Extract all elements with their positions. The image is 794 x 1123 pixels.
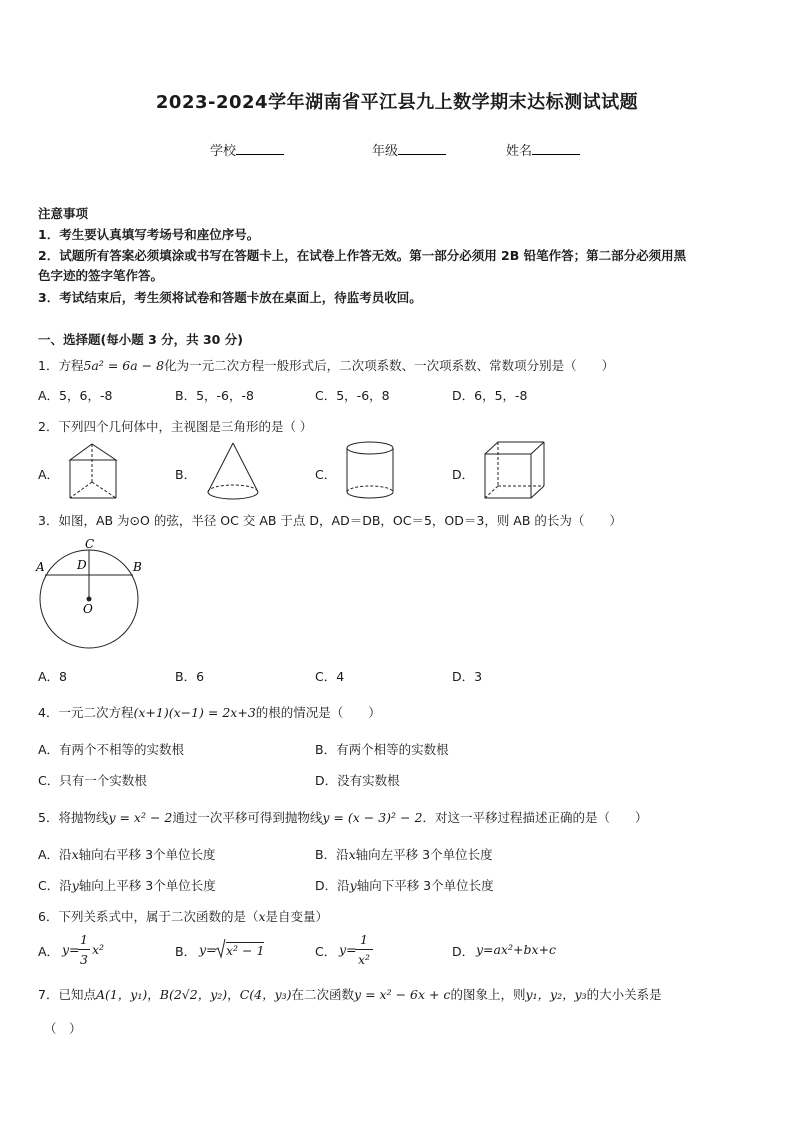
q5-option-b[interactable]: [315, 845, 493, 863]
label-d: D: [77, 558, 87, 572]
q7-separator-2: ，: [227, 987, 240, 1002]
notice-item: 2．试题所有答案必须填涂或书写在答题卡上，在试卷上作答无效。第一部分必须用 2B 铅笔作答；第二部分必须用黑: [38, 248, 687, 263]
q7-answer-blank[interactable]: （ ）: [44, 1021, 82, 1036]
school-blank[interactable]: [236, 142, 284, 155]
circle-chord-figure: [32, 532, 152, 660]
label-c: C: [85, 537, 95, 551]
q4-option-b[interactable]: B．有两个相等的实数根: [315, 742, 449, 757]
q1-option-c[interactable]: C．5，-6，8: [315, 388, 390, 403]
q6-option-d-label[interactable]: D．: [452, 944, 475, 959]
q6-option-c-lhs: y=: [339, 942, 357, 957]
q4-text-2: 的根的情况是（ ）: [255, 705, 381, 720]
q7-point-a: A(1，y₁): [95, 987, 148, 1002]
notice-item: 1．考生要认真填写考场号和座位序号。: [38, 227, 260, 242]
q5-option-c[interactable]: [38, 876, 216, 894]
q5-b-text: B．沿: [315, 847, 349, 862]
label-b: B: [133, 560, 142, 574]
school-label: 学校: [210, 144, 237, 159]
q2-option-b-label[interactable]: B．: [175, 467, 197, 482]
q6-option-b-radicand: x² − 1: [226, 943, 265, 958]
question-7-stem: [38, 985, 662, 1003]
q3-option-a[interactable]: A．8: [38, 669, 68, 684]
q5-c-text-2: 轴向上平移 3个单位长度: [78, 878, 216, 893]
q5-d-text-2: 轴向下平移 3个单位长度: [356, 878, 494, 893]
q6-option-c-numerator: 1: [360, 932, 368, 947]
section-heading: 一、选择题(每小题 3 分，共 30 分): [38, 332, 243, 347]
cube-figure: [482, 440, 548, 502]
q1-equation: 5a² = 6a − 8: [83, 358, 165, 373]
question-4-stem: [38, 703, 381, 721]
q6-option-c-denominator: x²: [357, 952, 371, 967]
q7-variables: y₁，y₂，y₃: [525, 987, 587, 1002]
question-1-stem: [38, 356, 614, 374]
q6-option-a-rhs: x²: [92, 942, 105, 957]
q2-option-d-label[interactable]: D．: [452, 467, 475, 482]
q6-option-a-numerator: 1: [80, 932, 88, 947]
name-blank[interactable]: [532, 142, 580, 155]
q5-text-3: ．对这一平移过程描述正确的是（ ）: [422, 810, 648, 825]
question-3-stem: 3．如图，AB 为⊙O 的弦，半径 OC 交 AB 于点 D，AD＝DB，OC＝5，OD＝3，则 AB 的长为（ ）: [38, 513, 622, 528]
grade-label: 年级: [372, 144, 399, 159]
school-field[interactable]: [210, 140, 284, 159]
q6-var: x: [258, 909, 266, 924]
question-5-stem: [38, 808, 647, 826]
q7-text: 7．已知点: [38, 987, 96, 1002]
grade-field[interactable]: [372, 140, 446, 159]
q6-option-d-expression: y=ax²+bx+c: [476, 942, 557, 957]
center-point: [87, 597, 92, 602]
triangular-prism-figure: [66, 440, 122, 502]
sqrt-sign-icon: [214, 937, 226, 959]
q1-text: 1．方程: [38, 358, 84, 373]
q3-option-d[interactable]: D．3: [452, 669, 483, 684]
q4-option-c[interactable]: C．只有一个实数根: [38, 773, 147, 788]
q7-equation: y = x² − 6x + c: [354, 987, 451, 1002]
grade-blank[interactable]: [398, 142, 446, 155]
q6-option-c-fraction-bar: [355, 949, 373, 950]
q6-option-c-label[interactable]: C．: [315, 944, 337, 959]
q5-equation-2: y = (x − 3)² − 2: [322, 810, 423, 825]
label-o: O: [83, 602, 93, 616]
q7-point-c: C(4，y₃): [239, 987, 292, 1002]
cylinder-figure: [343, 440, 397, 502]
name-label: 姓名: [506, 144, 533, 159]
q5-b-text-2: 轴向左平移 3个单位长度: [355, 847, 493, 862]
q5-option-d[interactable]: [315, 876, 494, 894]
q7-text-4: 的大小关系是: [586, 987, 662, 1002]
q5-d-text: D．沿: [315, 878, 350, 893]
label-a: A: [36, 560, 45, 574]
q1-text-2: 化为一元二次方程一般形式后，二次项系数、一次项系数、常数项分别是（ ）: [164, 358, 615, 373]
notice-item: 色字迹的签字笔作答。: [38, 268, 164, 283]
q3-option-b[interactable]: B．6: [175, 669, 205, 684]
q7-point-b: B(2√2，y₂): [159, 987, 228, 1002]
q4-option-d[interactable]: D．没有实数根: [315, 773, 400, 788]
name-field[interactable]: [506, 140, 580, 159]
q5-d-var: y: [349, 878, 357, 893]
q5-option-a[interactable]: [38, 845, 216, 863]
q5-text-2: 通过一次平移可得到抛物线: [172, 810, 323, 825]
question-6-stem: [38, 907, 328, 925]
q5-equation-1: y = x² − 2: [108, 810, 173, 825]
q6-option-b-lhs: y=: [199, 942, 217, 957]
question-2-stem: 2．下列四个几何体中，主视图是三角形的是（ ）: [38, 419, 313, 434]
q6-option-a-label[interactable]: A．: [38, 944, 60, 959]
q6-option-a-fraction-bar: [78, 949, 90, 950]
q5-a-var: x: [71, 847, 79, 862]
q5-a-text: A．沿: [38, 847, 72, 862]
page-title: 2023-2024学年湖南省平江县九上数学期末达标测试试题: [155, 92, 639, 113]
q7-text-2: 在二次函数: [291, 987, 355, 1002]
notice-heading: 注意事项: [38, 206, 89, 221]
notice-item: 3．考试结束后，考生须将试卷和答题卡放在桌面上，待监考员收回。: [38, 290, 422, 305]
q5-a-text-2: 轴向右平移 3个单位长度: [78, 847, 216, 862]
q6-option-b-label[interactable]: B．: [175, 944, 197, 959]
q6-option-a-denominator: 3: [80, 952, 88, 967]
q7-text-3: 的图象上，则: [450, 987, 526, 1002]
q5-c-var: y: [71, 878, 79, 893]
q5-text: 5．将抛物线: [38, 810, 109, 825]
q4-text: 4．一元二次方程: [38, 705, 134, 720]
q3-option-c[interactable]: C．4: [315, 669, 345, 684]
q7-separator: ，: [147, 987, 160, 1002]
cone-figure: [203, 440, 263, 502]
q2-option-a-label[interactable]: A．: [38, 467, 60, 482]
q4-option-a[interactable]: A．有两个不相等的实数根: [38, 742, 185, 757]
q5-c-text: C．沿: [38, 878, 72, 893]
q1-option-b[interactable]: B．5，-6，-8: [175, 388, 254, 403]
q1-option-a[interactable]: A．5，6，-8: [38, 388, 113, 403]
q2-option-c-label[interactable]: C．: [315, 467, 337, 482]
q5-b-var: x: [348, 847, 356, 862]
q6-text: 6．下列关系式中，属于二次函数的是（: [38, 909, 259, 924]
q1-option-d[interactable]: D．6，5，-8: [452, 388, 528, 403]
q6-option-a-lhs: y=: [62, 942, 80, 957]
q4-equation: (x+1)(x−1) = 2x+3: [133, 705, 256, 720]
q6-text-2: 是自变量）: [265, 909, 329, 924]
